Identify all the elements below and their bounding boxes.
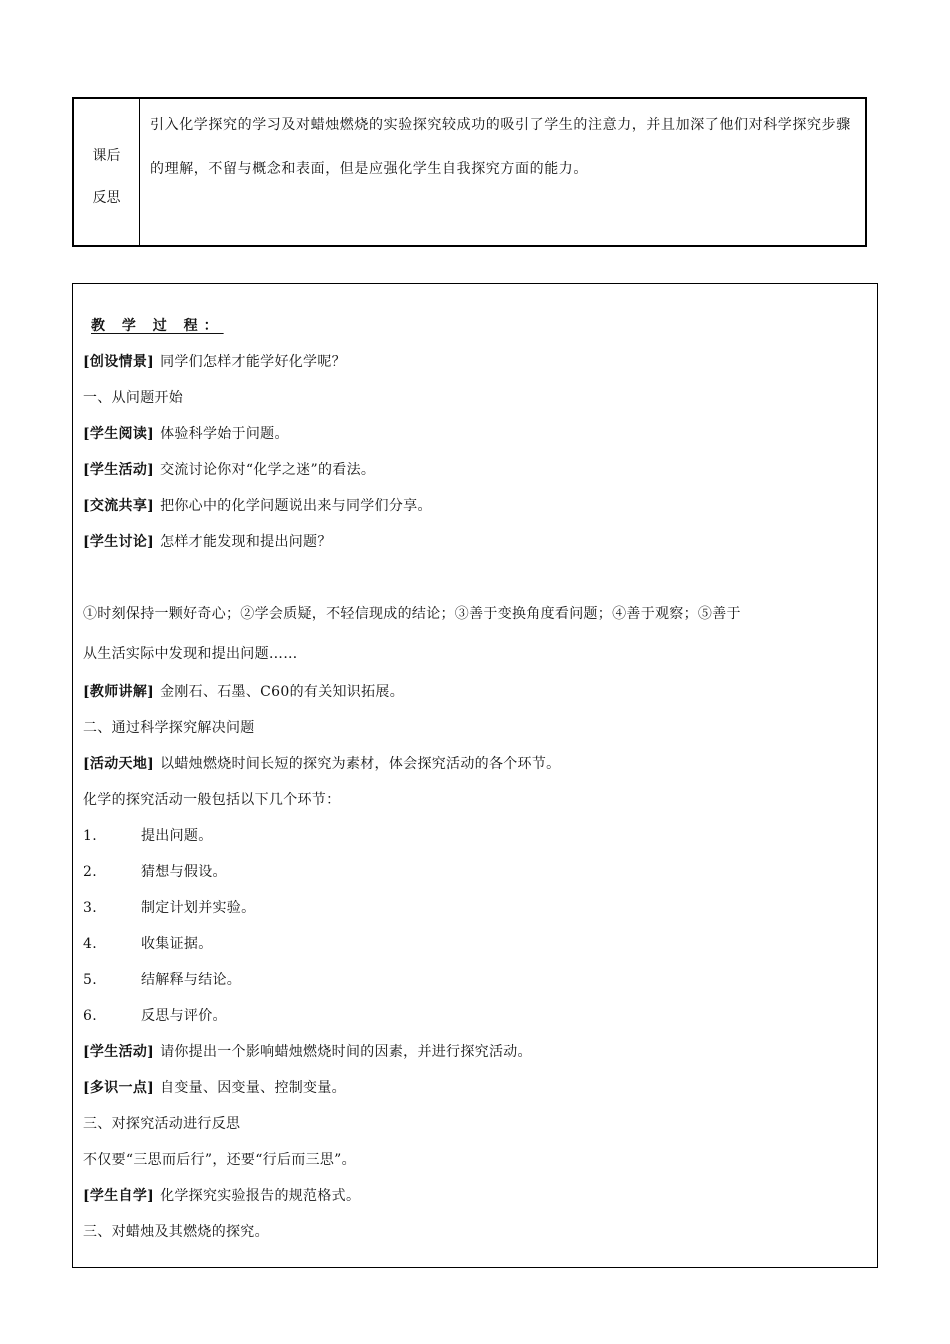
process-line: [学生阅读] 体验科学始于问题。 [83,426,289,442]
process-line: [学生讨论] 怎样才能发现和提出问题？ [83,534,332,550]
section-tag: [教师讲解] [83,684,155,700]
section-tag: [学生阅读] [83,426,155,442]
process-line: 不仅要“三思而后行”，还要“行后而三思”。 [83,1152,356,1168]
reflection-label-line1: 课后 [92,148,121,164]
process-line: 化学的探究活动一般包括以下几个环节： [83,792,341,808]
section-tag: [创设情景] [83,354,155,370]
process-heading: 教 学 过 程： [91,318,224,334]
step-item: 4. 收集证据。 [83,936,213,952]
section-tag: [活动天地] [83,756,155,772]
reflection-label-line2: 反思 [92,190,121,206]
process-line: [学生活动] 请你提出一个影响蜡烛燃烧时间的因素，并进行探究活动。 [83,1044,532,1060]
teaching-process-box [72,283,878,1268]
step-item: 1. 提出问题。 [83,828,213,844]
step-item: 5. 结解释与结论。 [83,972,242,988]
reflection-text: 引入化学探究的学习及对蜡烛燃烧的实验探究较成功的吸引了学生的注意力，并且加深了他们对科学探究步骤的理解，不留与概念和表面，但是应强化学生自我探究方面的能力。 [150,117,851,177]
process-line: [学生活动] 交流讨论你对“化学之迷”的看法。 [83,462,376,478]
process-line: 三、对蜡烛及其燃烧的探究。 [83,1224,269,1240]
reflection-label-cell [74,99,140,245]
section-tag: [多识一点] [83,1080,155,1096]
process-line: 三、对探究活动进行反思 [83,1116,241,1132]
process-line: [多识一点] 自变量、因变量、控制变量。 [83,1080,346,1096]
section-tag: [交流共享] [83,498,155,514]
section-tag: [学生活动] [83,462,155,478]
section-tag: [学生自学] [83,1188,155,1204]
tips-line: 从生活实际中发现和提出问题…… [83,646,298,662]
step-item: 6. 反思与评价。 [83,1008,227,1024]
section-tag: [学生活动] [83,1044,155,1060]
section-tag: [学生讨论] [83,534,155,550]
step-item: 2. 猜想与假设。 [83,864,227,880]
step-item: 3. 制定计划并实验。 [83,900,256,916]
process-line: [学生自学] 化学探究实验报告的规范格式。 [83,1188,361,1204]
process-line: 二、通过科学探究解决问题 [83,720,255,736]
process-line: [创设情景] 同学们怎样才能学好化学呢？ [83,354,346,370]
process-line: [教师讲解] 金刚石、石墨、C60的有关知识拓展。 [83,684,404,700]
process-line: 一、从问题开始 [83,390,184,406]
process-line: [交流共享] 把你心中的化学问题说出来与同学们分享。 [83,498,432,514]
process-line: [活动天地] 以蜡烛燃烧时间长短的探究为素材，体会探究活动的各个环节。 [83,756,561,772]
tips-line: ①时刻保持一颗好奇心；②学会质疑，不轻信现成的结论；③善于变换角度看问题；④善于观察；⑤善于 [83,606,741,622]
reflection-table [72,97,867,247]
spacer [83,560,867,594]
